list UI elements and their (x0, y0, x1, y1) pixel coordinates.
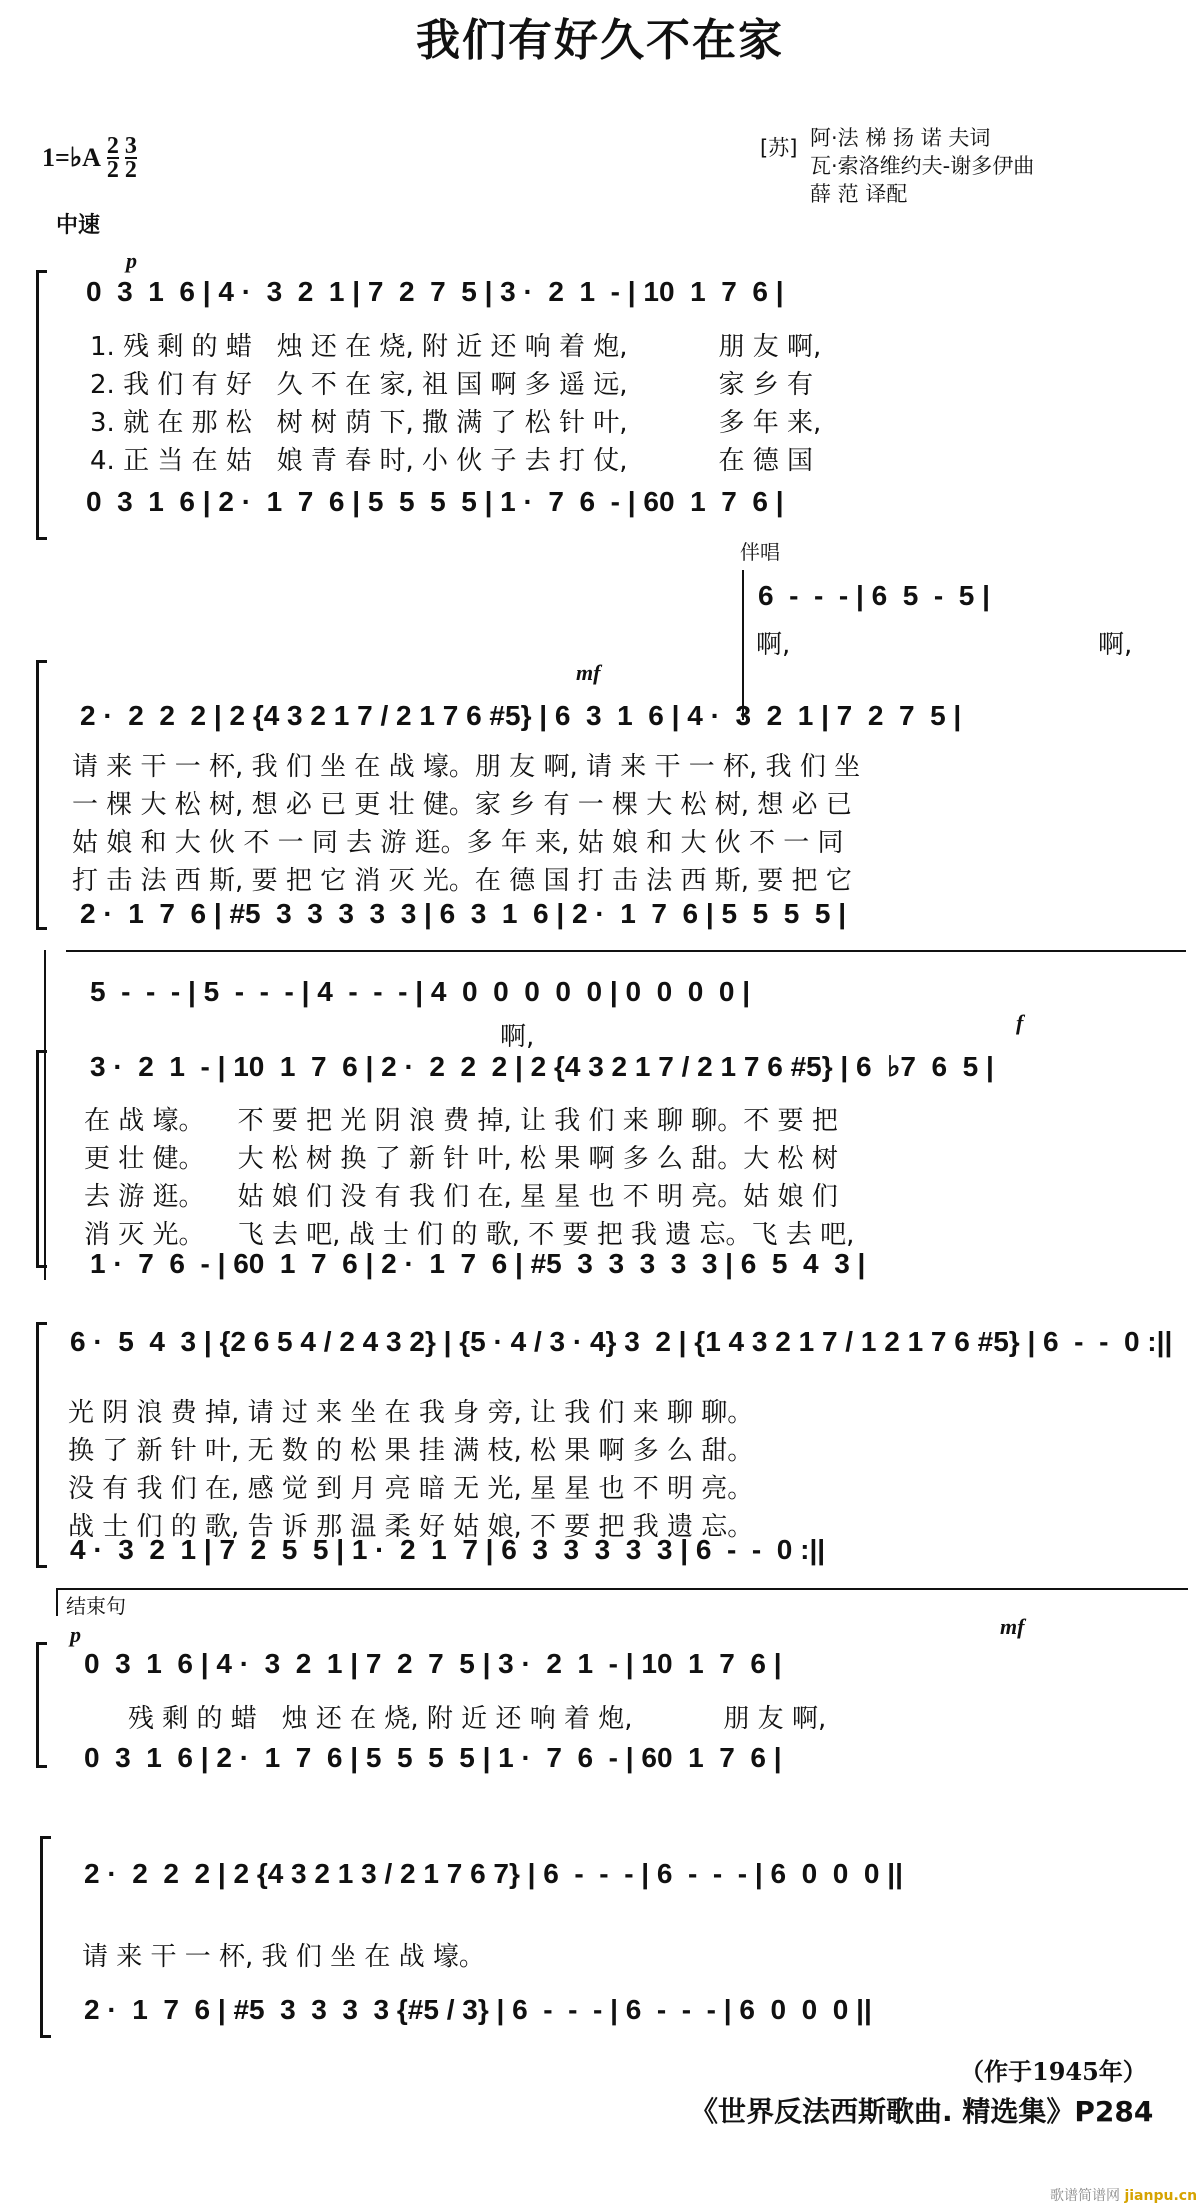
origin-label: [苏] (760, 136, 798, 160)
lyrics-verse-3: 3. 就 在 那 松 树 树 荫 下, 撒 满 了 松 针 叶, 多 年 来, (90, 408, 822, 438)
dynamic-marking: p (70, 1622, 81, 1647)
lyrics-verse-2: 更 壮 健。 大 松 树 换 了 新 针 叶, 松 果 啊 多 么 甜。大 松 树 (84, 1144, 838, 1174)
barline (742, 570, 744, 720)
accompaniment-label: 伴唱 (740, 540, 780, 564)
accompaniment-lyric: 啊, (500, 1022, 535, 1052)
lower-voice-notes: 2 · 1 7 6 | #5 3 3 3 3 {#5 / 3} | 6 - - - | 6 - - - | 6 0 0 0 || (84, 1994, 872, 2025)
lyrics-verse-2: 一 棵 大 松 树, 想 必 已 更 壮 健。家 乡 有 一 棵 大 松 树, 想 必 已 (72, 790, 852, 820)
accompaniment-lyric: 啊, (1098, 630, 1133, 660)
coda-section-box (56, 1588, 1188, 1616)
system-bracket (40, 1836, 51, 2038)
lyrics-verse-1: 光 阴 浪 费 掉, 请 过 来 坐 在 我 身 旁, 让 我 们 来 聊 聊。 (68, 1398, 754, 1428)
lyrics-verse-4: 战 士 们 的 歌, 告 诉 那 温 柔 好 姑 娘, 不 要 把 我 遗 忘。 (68, 1512, 754, 1542)
lyrics-verse-2: 换 了 新 针 叶, 无 数 的 松 果 挂 满 枝, 松 果 啊 多 么 甜。 (68, 1436, 754, 1466)
dynamic-marking: mf (576, 660, 601, 685)
staff-divider (66, 950, 1186, 952)
lyrics-verse-4: 打 击 法 西 斯, 要 把 它 消 灭 光。在 德 国 打 击 法 西 斯, 要 把 它 (72, 866, 852, 896)
lyrics: 请 来 干 一 杯, 我 们 坐 在 战 壕。 (82, 1942, 485, 1972)
system-bracket (36, 270, 47, 540)
system-bracket (36, 660, 47, 930)
source-citation: 《世界反法西斯歌曲. 精选集》P284 (690, 2095, 1154, 2128)
lyrics-verse-3: 去 游 逛。 姑 娘 们 没 有 我 们 在, 星 星 也 不 明 亮。姑 娘 们 (84, 1182, 838, 1212)
lower-voice-notes: 2 · 1 7 6 | #5 3 3 3 3 3 | 6 3 1 6 | 2 · 1 7 6 | 5 5 5 5 | (80, 898, 847, 929)
accompaniment-notes: 5 - - - | 5 - - - | 4 - - - | 4 0 0 0 0 0 | 0 0 0 0 | (90, 976, 751, 1007)
dynamic-marking: p (126, 248, 137, 273)
lyricist-credit: 阿·法 梯 扬 诺 夫词 (810, 126, 991, 150)
accompaniment-lyric: 啊, (756, 630, 791, 660)
upper-voice-notes: 0 3 1 6 | 4 · 3 2 1 | 7 2 7 5 | 3 · 2 1 - | 10 1 7 6 | (84, 1648, 782, 1679)
translator-credit: 薛 范 译配 (810, 182, 908, 206)
system-bracket (36, 1050, 47, 1268)
dynamic-marking: mf (1000, 1614, 1025, 1639)
lyrics-verse-4: 4. 正 当 在 姑 娘 青 春 时, 小 伙 子 去 打 仗, 在 德 国 (90, 446, 814, 476)
composer-credit: 瓦·索洛维约夫-谢多伊曲 (810, 154, 1035, 178)
watermark (1050, 2185, 1197, 2205)
dynamic-marking: f (1016, 1010, 1024, 1035)
lyrics-verse-4: 消 灭 光。 飞 去 吧, 战 士 们 的 歌, 不 要 把 我 遗 忘。飞 去 吧, (84, 1220, 855, 1250)
lyrics-verse-2: 2. 我 们 有 好 久 不 在 家, 祖 国 啊 多 遥 远, 家 乡 有 (90, 370, 814, 400)
upper-voice-notes: 6 · 5 4 3 | {2 6 5 4 / 2 4 3 2} | {5 · 4 / 3 · 4} 3 2 | {1 4 3 2 1 7 / 1 2 1 7 6 #5} | 6 - - 0 :|| (70, 1326, 1173, 1357)
lyrics-verse-1: 在 战 壕。 不 要 把 光 阴 浪 费 掉, 让 我 们 来 聊 聊。不 要 把 (84, 1106, 838, 1136)
lower-voice-notes: 0 3 1 6 | 2 · 1 7 6 | 5 5 5 5 | 1 · 7 6 - | 60 1 7 6 | (84, 1742, 782, 1773)
accompaniment-notes: 6 - - - | 6 5 - 5 | (758, 580, 990, 611)
upper-voice-notes: 2 · 2 2 2 | 2 {4 3 2 1 3 / 2 1 7 6 7} | 6 - - - | 6 - - - | 6 0 0 0 || (84, 1858, 903, 1889)
lower-voice-notes: 0 3 1 6 | 2 · 1 7 6 | 5 5 5 5 | 1 · 7 6 - | 60 1 7 6 | (86, 486, 784, 517)
lower-voice-notes: 4 · 3 2 1 | 7 2 5 5 | 1 · 2 1 7 | 6 3 3 3 3 3 | 6 - - 0 :|| (70, 1534, 826, 1565)
time-signature-2: $\frac{3}{2}$ (124, 133, 137, 183)
upper-voice-notes: 0 3 1 6 | 4 · 3 2 1 | 7 2 7 5 | 3 · 2 1 - | 10 1 7 6 | (86, 276, 784, 307)
song-title: 我们有好久不在家 (416, 15, 784, 66)
watermark-text: 歌谱简谱网 (1050, 2188, 1120, 2204)
tempo-marking: 中速 (56, 213, 101, 238)
composed-date: （作于1945年） (960, 2057, 1147, 2086)
system-bracket (36, 1642, 47, 1768)
watermark-url: jianpu.cn (1124, 2188, 1198, 2204)
key-signature (42, 135, 137, 181)
upper-voice-notes: 2 · 2 2 2 | 2 {4 3 2 1 7 / 2 1 7 6 #5} | 6 3 1 6 | 4 · 3 2 1 | 7 2 7 5 | (80, 700, 962, 731)
coda-label: 结束句 (66, 1594, 126, 1618)
key-label: 1=♭A (42, 143, 101, 172)
lower-voice-notes: 1 · 7 6 - | 60 1 7 6 | 2 · 1 7 6 | #5 3 3 3 3 3 | 6 5 4 3 | (90, 1248, 866, 1279)
lyrics-verse-1: 请 来 干 一 杯, 我 们 坐 在 战 壕。朋 友 啊, 请 来 干 一 杯, 我 们 坐 (72, 752, 861, 782)
upper-voice-notes: 3 · 2 1 - | 10 1 7 6 | 2 · 2 2 2 | 2 {4 3 2 1 7 / 2 1 7 6 #5} | 6 ♭7 6 5 | (90, 1051, 994, 1082)
lyrics-verse-1: 1. 残 剩 的 蜡 烛 还 在 烧, 附 近 还 响 着 炮, 朋 友 啊, (90, 332, 822, 362)
time-signature-1: $\frac{2}{2}$ (106, 133, 119, 183)
lyrics-verse-3: 没 有 我 们 在, 感 觉 到 月 亮 暗 无 光, 星 星 也 不 明 亮。 (68, 1474, 754, 1504)
system-bracket (36, 1322, 47, 1568)
lyrics: 残 剩 的 蜡 烛 还 在 烧, 附 近 还 响 着 炮, 朋 友 啊, (128, 1704, 827, 1734)
lyrics-verse-3: 姑 娘 和 大 伙 不 一 同 去 游 逛。多 年 来, 姑 娘 和 大 伙 不 一 同 (72, 828, 844, 858)
